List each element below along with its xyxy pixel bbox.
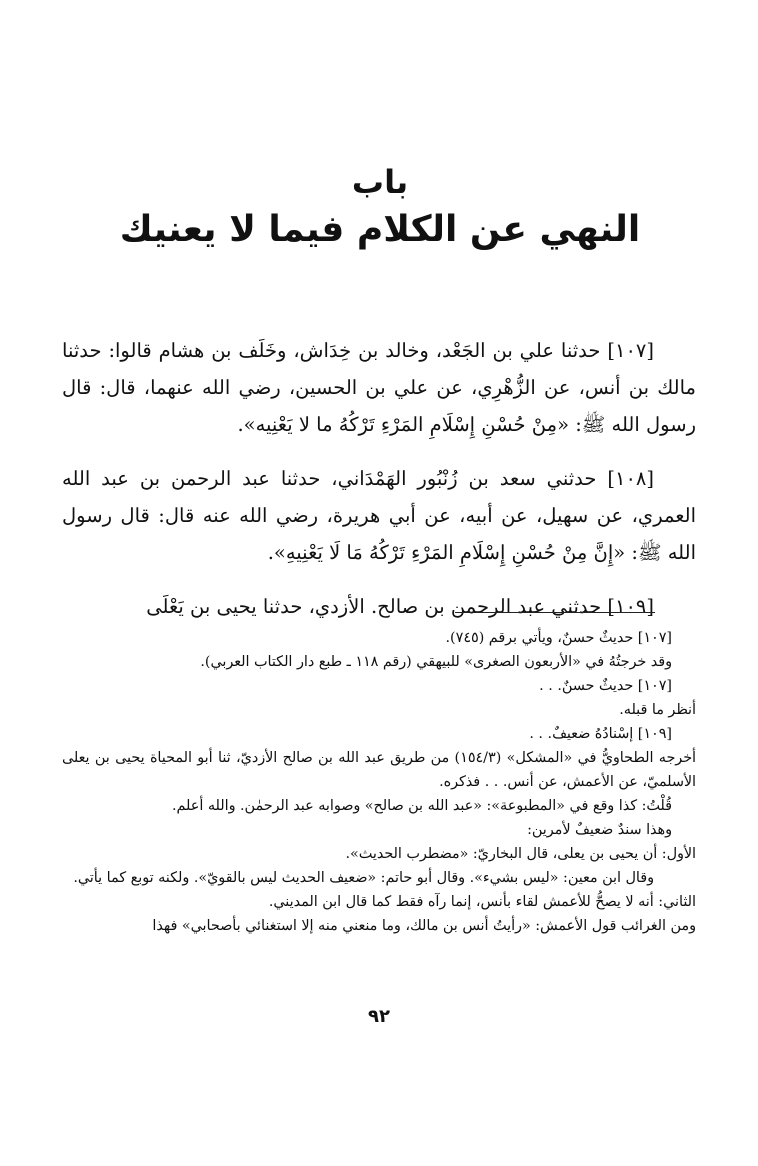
chapter-title: النهي عن الكلام فيما لا يعنيك xyxy=(119,209,641,250)
footnote-107-grade: [١٠٧] حديثٌ حسنٌ، ويأتي برقم (٧٤٥). xyxy=(445,630,672,646)
footnote-109-oddity: ومن الغرائب قول الأعمش: «رأيتُ أنس بن مالك، وما منعني منه إلا استغنائي بأصحابي» فهذا xyxy=(152,918,696,934)
footnote-109-first-detail: وقال ابن معين: «ليس بشيء». وقال أبو حاتم: «ضعيف الحديث ليس بالقويّ». ولكنه توبع كما يأتي. xyxy=(73,870,654,886)
footnote-109-weakness: وهذا سندٌ ضعيفٌ لأمرين: xyxy=(527,822,672,838)
chapter-heading xyxy=(60,160,700,256)
footnote-108-grade: [١٠٧] حديثٌ حسنٌ. . . xyxy=(539,678,672,694)
hadith-108: [١٠٨] حدثني سعد بن زُنْبُور الهَمْدَاني، حدثنا عبد الرحمن بن عبد الله العمري، عن سهيل، عن أبيه، عن أبي هريرة، رضي الله عنه قال: قال رسول الله ﷺ: «إِنَّ مِنْ حُسْنِ إِسْلَامِ المَرْءِ تَرْكُهُ مَا لَا يَعْنِيهِ». xyxy=(62,467,696,564)
hadith-109: [١٠٩] حدثني عبد الرحمن بن صالح. الأزدي، حدثنا يحيى بن يَعْلَى xyxy=(146,595,654,618)
footnote-109-first: الأول: أن يحيى بن يعلى، قال البخاريّ: «مضطرب الحديث». xyxy=(345,846,696,862)
footnote-109-note: قُلْتُ: كذا وقع في «المطبوعة»: «عبد الله بن صالح» وصوابه عبد الرحمٰن. والله أعلم. xyxy=(172,798,672,814)
footnotes xyxy=(62,626,696,938)
footnote-divider xyxy=(455,612,655,613)
hadith-107: [١٠٧] حدثنا علي بن الجَعْد، وخالد بن خِدَاش، وخَلَف بن هشام قالوا: حدثنا مالك بن أنس، عن الزُّهْرِي، عن علي بن الحسين، رضي الله عنهما، قال: قال رسول الله ﷺ: «مِنْ حُسْنِ إِسْلَامِ المَرْءِ تَرْكُهُ ما لا يَعْنِيه». xyxy=(62,339,696,436)
page-number: ٩٢ xyxy=(368,1006,390,1027)
footnote-107-source: وقد خرجتُهُ في «الأربعون الصغرى» للبيهقي (رقم ١١٨ ـ طبع دار الكتاب العربي). xyxy=(200,654,672,670)
footnote-109-takhrij: أخرجه الطحاويُّ في «المشكل» (١٥٤/٣) من طريق عبد الله بن صالح الأزديّ، ثنا أبو المحياة يحيى بن يعلى الأسلميّ، عن الأعمش، عن أنس. . . فذكره. xyxy=(62,750,697,790)
footnote-109-grade: [١٠٩] إسْنادُهُ ضعيفٌ. . . xyxy=(529,726,672,742)
main-text xyxy=(62,332,696,642)
footnote-109-second: الثاني: أنه لا يصحُّ للأعمش لقاء بأنس، إنما رآه فقط كما قال ابن المديني. xyxy=(268,894,696,910)
footnote-108-ref: أنظر ما قبله. xyxy=(619,702,696,718)
chapter-title-bab: باب xyxy=(351,163,409,201)
